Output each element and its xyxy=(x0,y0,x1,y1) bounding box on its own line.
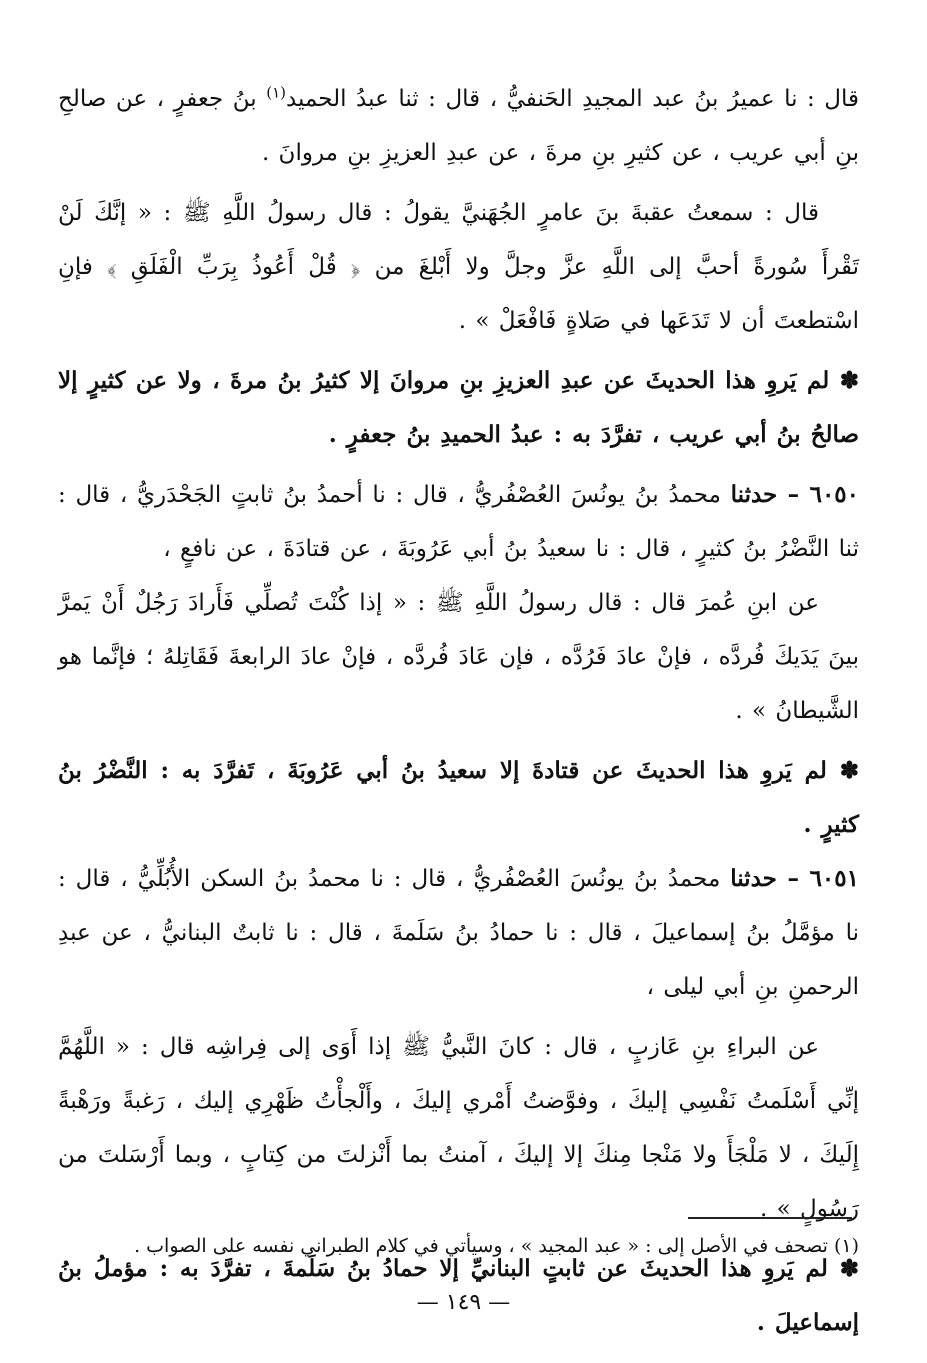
paragraph-hadith-matn-6050: عن ابنِ عُمرَ قال : قال رسولُ اللَّهِ ﷺ : « إذا كُنْتَ تُصلِّي فَأَرادَ رَجُلٌ أَنْ يَمرَّ بينَ يَدَيكَ فُردَّه ، فإنْ عادَ فَرُدَّه ، فإن عَادَ فُردَّه ، فإنْ عادَ الرابعةَ فَقَاتِلهُ ؛ فإنَّما هو الشَّيطانُ » . xyxy=(58,590,859,724)
page-number: — ١٤٩ — xyxy=(416,1290,511,1315)
paragraph-commentary-6051: ✽ لم يَروِ هذا الحديثَ عن ثابتٍ البنانيِّ إلا حمادُ بنُ سَلَمةَ ، تفرَّدَ به : مؤملُ بنُ إسماعيلَ . xyxy=(58,1255,859,1336)
page-body xyxy=(58,72,859,1350)
footnote: (١) تصحف في الأصل إلى : « عبد المجيد » ، وسيأتي في كلام الطبراني نفسه على الصواب . xyxy=(134,1235,859,1257)
hadith-number-6051: ٦٠٥١ – حدثنا xyxy=(730,865,859,892)
isnad-text-1b: بنُ جعفرٍ ، عن صالحِ بنِ أبي عريب ، عن كثيرِ بنِ مرةَ ، عن عبدِ العزيزِ بنِ مروانَ . xyxy=(58,86,859,166)
paragraph-hadith-6051 xyxy=(58,852,859,1014)
isnad-text-6051: محمدُ بنُ يونُسَ العُصْفُريُّ ، قال : نا محمدُ بنُ السكن الأُبُلِّيُّ ، قال : نا مؤمَّلُ بنُ إسماعيلَ ، قال : نا حمادُ بنُ سَلَمةَ ، قال : نا ثابتٌ البنانيُّ ، عن عبدِ الرحمنِ بنِ أبي ليلى ، xyxy=(58,866,859,1000)
paragraph-commentary-1: ✽ لم يَروِ هذا الحديثَ عن عبدِ العزيزِ بنِ مروانَ إلا كثيرُ بنُ مرةَ ، ولا عن كثيرٍ إلا صالحُ بنُ أبي عريب ، تفرَّدَ به : عبدُ الحميدِ بنُ جعفرٍ . xyxy=(58,367,859,448)
paragraph-hadith-6050 xyxy=(58,468,859,576)
paragraph-isnad-1 xyxy=(58,72,859,180)
isnad-text-1: قال : نا عميرُ بنُ عبد المجيدِ الحَنفيُّ ، قال : ثنا عبدُ الحميد xyxy=(285,86,859,112)
footnote-reference[interactable]: (١) xyxy=(266,83,286,102)
footnote-divider xyxy=(688,1217,852,1219)
isnad-text-6050: محمدُ بنُ يونُسَ العُصْفُريُّ ، قال : نا أحمدُ بنُ ثابتٍ الجَحْدَريُّ ، قال : ثنا النَّضْرُ بنُ كثيرٍ ، قال : نا سعيدُ بنُ أبي عَرُوبَةَ ، عن قتادَةَ ، عن نافعٍ ، xyxy=(58,482,859,562)
paragraph-hadith-matn-6051: عن البراءِ بنِ عَازبٍ ، قال : كانَ النَّبيُّ ﷺ إذا أَوَى إلى فِراشِه قال : « اللَّهُمَّ إنِّي أَسْلَمتُ نَفْسِي إليكَ ، وفوَّضتُ أَمْري إليكَ ، وأَلْجأْتُ ظَهْرِي إليك ، رَغبةً ورَهْبةً إِلَيكَ ، لا مَلْجَأَ ولا مَنْجا مِنكَ إلا إليكَ ، آمنتُ بما أَنْزلتَ من كِتابٍ ، وبما أَرْسَلتَ من رَسُولٍ » . xyxy=(58,1034,859,1222)
paragraph-hadith-matn-1: قال : سمعتُ عقبةَ بنَ عامرٍ الجُهَنيَّ يقولُ : قال رسولُ اللَّهِ ﷺ : « إنَّكَ لَنْ تَقْرأَ سُورةً أحبَّ إلى اللَّهِ عزَّ وجلَّ ولا أَبْلغَ من ﴿ قُلْ أَعُوذُ بِرَبِّ الْفَلَقِ ﴾ فإنِ اسْتطعتَ أن لا تَدَعَها في صَلاةٍ فَافْعَلْ » . xyxy=(58,200,859,334)
hadith-number-6050: ٦٠٥٠ – حدثنا xyxy=(730,481,860,508)
paragraph-commentary-6050: ✽ لم يَروِ هذا الحديثَ عن قتادةَ إلا سعيدُ بنُ أبي عَرُوبَةَ ، تَفرَّدَ به : النَّضْرُ بنُ كثيرٍ . xyxy=(58,757,859,838)
